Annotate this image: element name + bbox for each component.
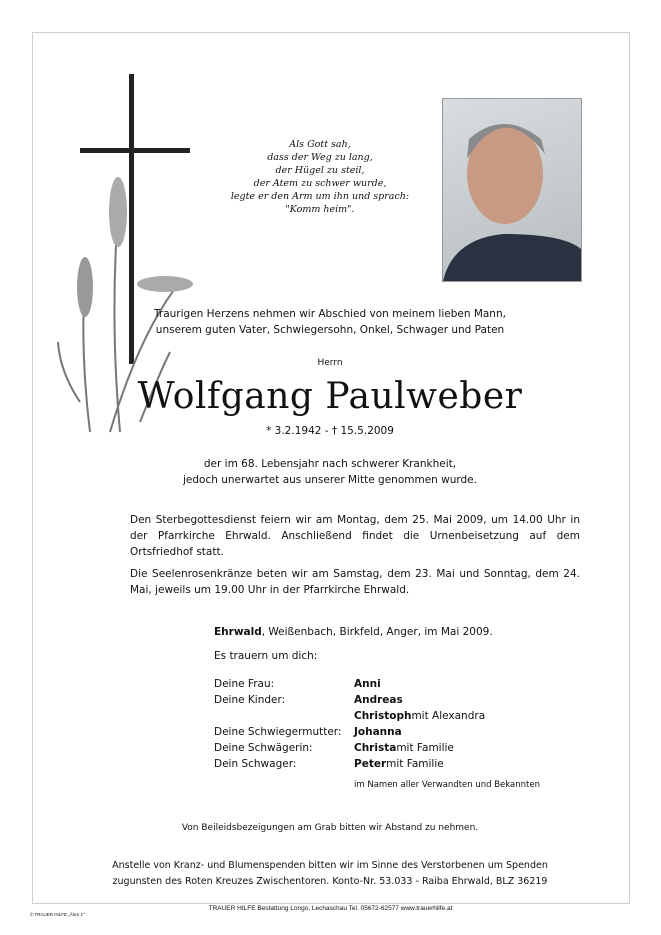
family-row	[214, 692, 485, 708]
family-row	[214, 708, 485, 724]
relation	[214, 708, 354, 724]
family-list	[214, 676, 485, 772]
poem-line: legte er den Arm um ihn und sprach:	[230, 191, 410, 202]
member-rest: mit Alexandra	[411, 710, 486, 722]
member-name: Christa	[354, 742, 397, 754]
mourners-label: Es trauern um dich:	[214, 650, 318, 662]
age-line: der im 68. Lebensjahr nach schwerer Krankheit,	[203, 458, 457, 470]
family-row	[214, 676, 485, 692]
member-name: Anni	[354, 678, 381, 690]
poem-line: Als Gott sah,	[289, 139, 351, 150]
service-text: Den Sterbegottesdienst feiern wir am Montag, dem 25. Mai 2009, um 14.00 Uhr in der Pfarrkirche Ehrwald. Anschließend findet die Urnenbeisetzung auf dem Ortsfriedhof statt.	[130, 514, 580, 558]
relation: Dein Schwager:	[214, 758, 297, 770]
portrait-photo	[442, 98, 582, 282]
age-text	[110, 456, 550, 488]
donation-note	[60, 858, 600, 890]
footer: TRAUER HILFE Bestattung Longo, Lechaschau Tel. 05672-62577 www.trauerhilfe.at	[208, 905, 453, 912]
member-name: Peter	[354, 758, 387, 770]
salutation: Herrn	[317, 358, 343, 368]
donation-line: zugunsten des Roten Kreuzes Zwischentoren. Konto-Nr. 53.033 - Raiba Ehrwald, BLZ 36219	[112, 876, 548, 887]
place-rest: , Weißenbach, Birkfeld, Anger, im Mai 2009.	[261, 626, 493, 638]
member-name: Johanna	[354, 726, 402, 738]
copyright: © TRAUER HILFE „Ähre 1"	[30, 912, 85, 917]
relation: Deine Schwägerin:	[214, 742, 313, 754]
deceased-name: Wolfgang Paulweber	[137, 376, 523, 417]
relatives-note: im Namen aller Verwandten und Bekannten	[354, 780, 540, 790]
member-name: Andreas	[354, 694, 403, 706]
age-line: jedoch unerwartet aus unserer Mitte genommen wurde.	[183, 474, 477, 486]
family-row	[214, 740, 485, 756]
family-row	[214, 724, 485, 740]
relation: Deine Schwiegermutter:	[214, 726, 342, 738]
donation-line: Anstelle von Kranz- und Blumenspenden bitten wir im Sinne des Verstorbenen um Spenden	[112, 860, 548, 871]
condolence-note: Von Beileidsbezeigungen am Grab bitten wir Abstand zu nehmen.	[181, 823, 479, 833]
rosary-text: Die Seelenrosenkränze beten wir am Samstag, dem 23. Mai und Sonntag, dem 24. Mai, jeweils um 19.00 Uhr in der Pfarrkirche Ehrwald.	[130, 568, 580, 596]
life-dates: * 3.2.1942 - † 15.5.2009	[266, 425, 394, 437]
poem	[200, 138, 440, 216]
member-rest: mit Familie	[396, 742, 454, 754]
relation: Deine Frau:	[214, 678, 275, 690]
intro-text	[110, 306, 550, 338]
family-row	[214, 756, 485, 772]
poem-line: der Atem zu schwer wurde,	[253, 178, 387, 189]
poem-line: "Komm heim".	[285, 204, 355, 215]
place-name: Ehrwald	[214, 626, 262, 638]
intro-line: Traurigen Herzens nehmen wir Abschied von meinem lieben Mann,	[154, 308, 506, 320]
poem-line: der Hügel zu steil,	[275, 165, 365, 176]
relation: Deine Kinder:	[214, 694, 286, 706]
intro-line: unserem guten Vater, Schwiegersohn, Onkel, Schwager und Paten	[155, 324, 505, 336]
poem-line: dass der Weg zu lang,	[267, 152, 373, 163]
member-rest: mit Familie	[386, 758, 444, 770]
member-name: Christoph	[354, 710, 412, 722]
place-date	[214, 626, 493, 638]
